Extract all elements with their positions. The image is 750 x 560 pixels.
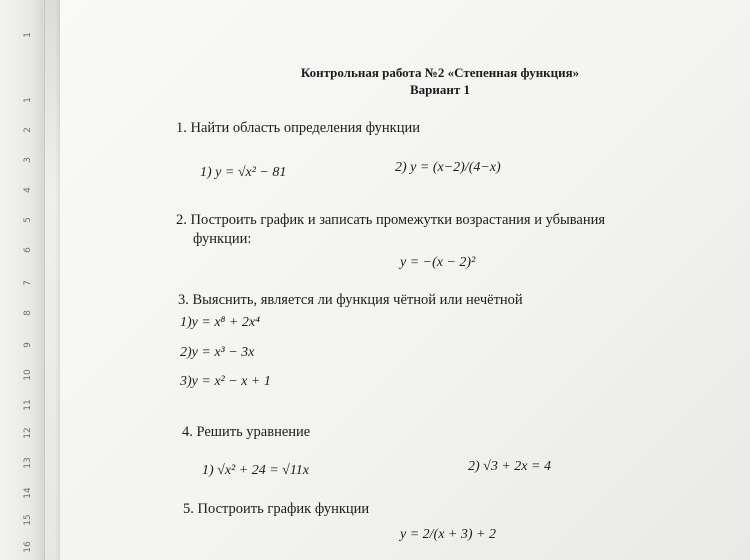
- task-3-formula-3: 3)y = x² − x + 1: [180, 374, 271, 389]
- ruler-mark: 1: [23, 97, 33, 103]
- ruler-mark: 13: [23, 457, 33, 469]
- variant-line: Вариант 1: [409, 82, 471, 97]
- task-1-formula-2: 2) y = (x−2)/(4−x): [395, 160, 501, 175]
- ruler-mark: 10: [23, 369, 33, 381]
- vertical-ruler: [0, 0, 45, 560]
- ruler-mark: 8: [23, 310, 33, 316]
- task-3-label: 3. Выяснить, является ли функция чётной или нечётной: [178, 292, 523, 308]
- ruler-mark: 15: [23, 514, 33, 526]
- ruler-mark: 2: [23, 127, 33, 133]
- ruler-mark: 16: [23, 541, 33, 553]
- task-4-formula-2: 2) √3 + 2x = 4: [468, 459, 551, 474]
- task-1-label: 1. Найти область определения функции: [176, 120, 421, 136]
- task-1-formula-1: 1) y = √x² − 81: [200, 165, 287, 180]
- ruler-mark: 1: [23, 32, 33, 38]
- task-3-formula-2: 2)y = x³ − 3x: [180, 345, 255, 360]
- ruler-mark: 14: [23, 487, 33, 499]
- ruler-mark: 3: [23, 157, 33, 163]
- ruler-mark: 5: [23, 217, 33, 223]
- task-4-formula-1: 1) √x² + 24 = √11x: [202, 463, 310, 478]
- ruler-mark: 12: [23, 427, 33, 439]
- ruler-mark: 7: [23, 280, 33, 286]
- ruler-mark: 11: [23, 399, 33, 411]
- task-5-label: 5. Построить график функции: [183, 501, 370, 517]
- task-4-label: 4. Решить уравнение: [182, 424, 311, 440]
- task-2-label-cont: функции:: [193, 231, 252, 247]
- ruler-mark: 6: [23, 247, 33, 253]
- task-2-formula: y = −(x − 2)²: [400, 255, 476, 270]
- ruler-mark: 4: [23, 187, 33, 193]
- title-line: Контрольная работа №2 «Степенная функция»: [300, 65, 580, 80]
- ruler-mark: 9: [23, 342, 33, 348]
- task-2-label: 2. Построить график и записать промежутки возрастания и убывания: [176, 212, 606, 228]
- task-5-formula: y = 2/(x + 3) + 2: [400, 527, 496, 542]
- document-title: [270, 64, 610, 98]
- task-3-formula-1: 1)y = x⁸ + 2x⁴: [180, 315, 260, 330]
